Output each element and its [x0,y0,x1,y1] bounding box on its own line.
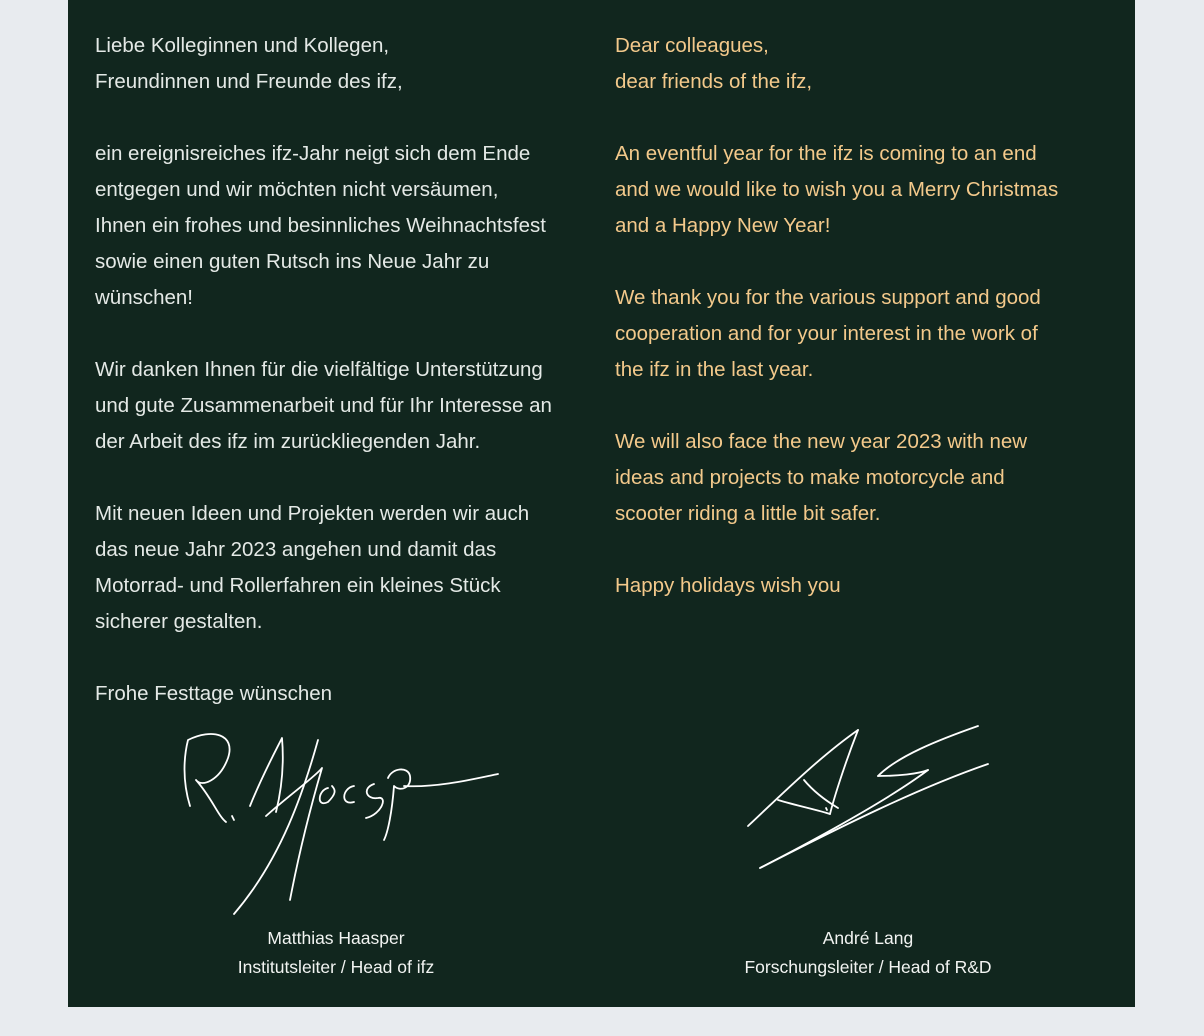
signatory-name: Matthias Haasper [267,928,405,948]
signature-lang [738,718,998,878]
english-paragraph-2: We thank you for the various support and good cooperation and for your interest in the work of the ifz in the last year. [615,286,1041,381]
signatory-2 [708,924,1028,982]
signatory-role: Institutsleiter / Head of ifz [237,957,435,977]
english-paragraph-3: We will also face the new year 2023 with new ideas and projects to make motorcycle and scooter riding a little bit safer. [615,430,1028,525]
greeting-card [68,0,1135,1007]
signatory-name: André Lang [822,928,914,948]
german-paragraph-3: Mit neuen Ideen und Projekten werden wir auch das neue Jahr 2023 angehen und damit das Motorrad- und Rollerfahren ein kleines Stück sicherer gestalten. [95,502,530,633]
english-letter-column [615,28,1115,640]
german-closing: Frohe Festtage wünschen [95,682,333,705]
signatory-role: Forschungsleiter / Head of R&D [744,957,992,977]
english-greeting: Dear colleagues, dear friends of the ifz, [615,34,813,93]
english-closing: Happy holidays wish you [615,574,841,597]
german-letter-column [95,28,605,748]
signatory-1 [191,924,481,982]
german-paragraph-2: Wir danken Ihnen für die vielfältige Unterstützung und gute Zusammenarbeit und für Ihr Interesse an der Arbeit des ifz im zurückliegenden Jahr. [95,358,552,453]
english-paragraph-1: An eventful year for the ifz is coming to an end and we would like to wish you a Merry Christmas and a Happy New Year! [615,142,1059,237]
signature-haasper [178,728,508,928]
german-greeting: Liebe Kolleginnen und Kollegen, Freundinnen und Freunde des ifz, [95,34,403,93]
german-paragraph-1: ein ereignisreiches ifz-Jahr neigt sich dem Ende entgegen und wir möchten nicht versäumen, Ihnen ein frohes und besinnliches Weihnachtsfest sowie einen guten Rutsch ins Neue Jahr zu wünschen! [95,142,546,309]
